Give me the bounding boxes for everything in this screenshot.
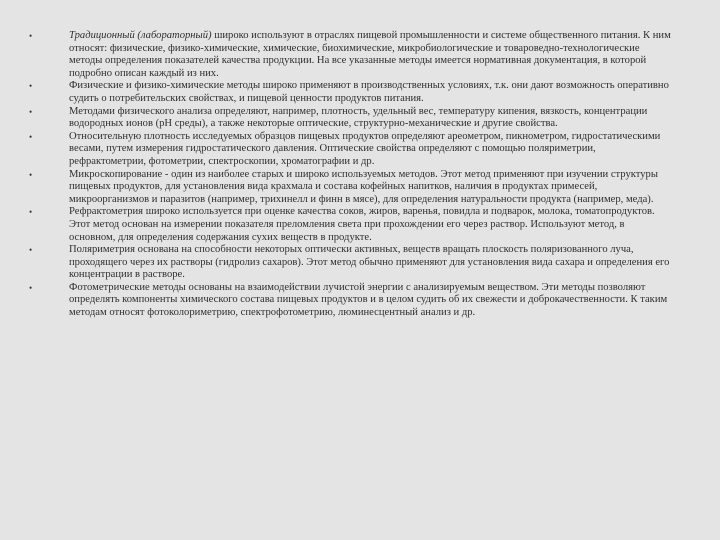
methods-bullet-list [0, 30, 720, 320]
item-text: Фотометрические методы основаны на взаимодействии лучистой энергии с анализируемым веществом. Эти методы позволяют определять компоненты химического состава пищевых продуктов и в целом судить об их свежести и доброкачественности. К таким методам относят фотоколориметрию, спектрофотометрию, люминесцентный анализ и др. [69, 281, 668, 319]
bullet-item-relative-density [0, 131, 673, 169]
item-text: Относительную плотность исследуемых образцов пищевых продуктов определяют ареометром, пикнометром, гидростатическими весами, путем измерения гидростатического давления. Оптические свойства определяют с помощью поляриметрии, рефрактометрии, фотометрии, спектроскопии, хроматографии и др. [69, 130, 661, 167]
item-text: Рефрактометрия широко используется при оценке качества соков, жиров, варенья, повидла и подварок, молока, томатопродуктов. Этот метод основан на измерении показателя преломления света при прохождении его через раствор. Используют метод, в основном, для определения содержания сухих веществ в продукте. [69, 206, 655, 243]
bullet-icon: • [29, 31, 33, 41]
item-text: широко используют в отраслях пищевой промышленности и системе общественного питания. К ним относят: физические, физико-химические, химические, биохимические, микробиологические и товароведно-технологические методы определения показателей качества продукции. На все указанные методы имеется нормативная документация, в которой подробно описан каждый из них. [69, 30, 671, 79]
bullet-item-traditional-methods [0, 30, 673, 80]
bullet-icon: • [29, 169, 33, 180]
bullet-item-refractometry [0, 206, 673, 244]
bullet-icon: • [29, 106, 33, 117]
item-text: Поляриметрия основана на способности некоторых оптически активных, веществ вращать плоскость поляризованного луча, проходящего через их растворы (гидролиз сахаров). Этот метод обычно применяют для установления вида сахара и определения его концентрации в растворе. [69, 244, 670, 281]
item-text: Физические и физико-химические методы широко применяют в производственных условиях, т.к. они дают возможность оперативно судить о потребительских свойствах, и пищевой ценности продуктов питания. [69, 80, 669, 104]
bullet-item-photometry [0, 282, 673, 320]
bullet-item-polarimetry [0, 244, 673, 282]
item-text: Методами физического анализа определяют, например, плотность, удельный вес, температуру кипения, вязкость, концентрации водородных ионов (рН среды), а также некоторые оптические, структурно-механические и другие свойства. [69, 105, 648, 130]
item-text: Микроскопирование - один из наиболее старых и широко используемых методов. Этот метод применяют при изучении структуры пищевых продуктов, для установления вида крахмала и состава кофейных напитков, наличия в продуктах примесей, микроорганизмов и паразитов (например, трихинелл и финн в мясе), для определения натуральности продукта (например, меда). [69, 168, 658, 205]
bullet-icon: • [29, 245, 33, 256]
bullet-item-physical-analysis [0, 106, 673, 131]
bullet-icon: • [29, 81, 33, 92]
bullet-item-physical-chemical-methods [0, 80, 673, 105]
bullet-icon: • [29, 207, 33, 218]
bullet-item-microscopy [0, 169, 673, 207]
item-lead-term: Традиционный (лабораторный) [69, 30, 212, 41]
bullet-icon: • [29, 282, 33, 293]
bullet-icon: • [29, 131, 33, 142]
